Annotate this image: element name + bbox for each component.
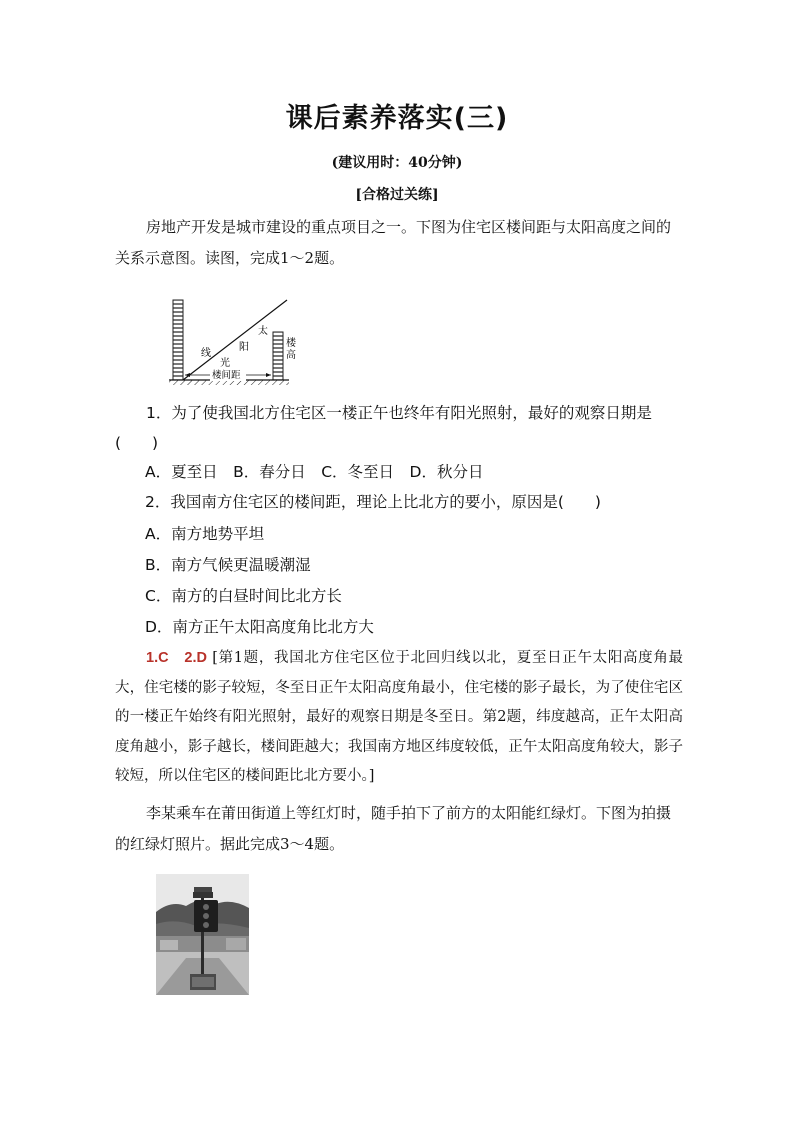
answer-text: [第1题，我国北方住宅区位于北回归线以北，夏至日正午太阳高度角最大，住宅楼的影子较短，冬至日正午太阳高度角最小，住宅楼的影子最长，为了使住宅区的一楼正午始终有阳光照射，最好的观察日期是冬至日。第2题，纬度越高，正午太阳高度角越小，影子越长，楼间距越大；我国南方地区纬度较低，正午太阳高度角较大，影子较短，所以住宅区的楼间距比北方要小。] — [115, 650, 684, 784]
question-1-stem: 1．为了使我国北方住宅区一楼正午也终年有阳光照射，最好的观察日期是( ) — [115, 404, 652, 452]
question-2-stem: 2．我国南方住宅区的楼间距，理论上比北方的要小，原因是( ) — [145, 493, 601, 511]
question-2-option-b: B．南方气候更温暖潮湿 — [145, 556, 311, 574]
building-spacing-diagram — [165, 294, 305, 388]
question-2-option-d: D．南方正午太阳高度角比北方大 — [145, 618, 374, 636]
question-2-option-c: C．南方的白昼时间比北方长 — [145, 587, 342, 605]
ray-label-2: 阳 — [239, 342, 249, 353]
intro-paragraph-1: 房地产开发是城市建设的重点项目之一。下图为住宅区楼间距与太阳高度之间的关系示意图。读图，完成1～2题。 — [115, 218, 672, 267]
height-label-2: 高 — [286, 350, 296, 361]
section-heading: [合格过关练] — [355, 187, 439, 203]
question-1-options: A．夏至日 B．春分日 C．冬至日 D．秋分日 — [145, 463, 484, 481]
traffic-light-photo — [156, 874, 249, 995]
right-building — [273, 332, 283, 380]
ray-label-3: 光 — [220, 358, 230, 369]
answer-key: 1.C 2.D — [146, 650, 207, 666]
suggested-time: (建议用时：40分钟) — [331, 155, 463, 171]
page-title: 课后素养落实(三) — [285, 103, 509, 134]
height-label-1: 楼 — [286, 338, 296, 349]
left-building — [173, 300, 183, 380]
question-2-option-a: A．南方地势平坦 — [145, 525, 265, 543]
sun-ray-line — [183, 300, 287, 380]
spacing-label: 楼间距 — [212, 370, 241, 381]
ray-label-1: 太 — [258, 326, 268, 337]
intro-paragraph-2: 李某乘车在莆田街道上等红灯时，随手拍下了前方的太阳能红绿灯。下图为拍摄的红绿灯照片。据此完成3～4题。 — [115, 804, 672, 853]
answer-explanation — [115, 644, 683, 792]
ray-label-4: 线 — [201, 348, 211, 359]
